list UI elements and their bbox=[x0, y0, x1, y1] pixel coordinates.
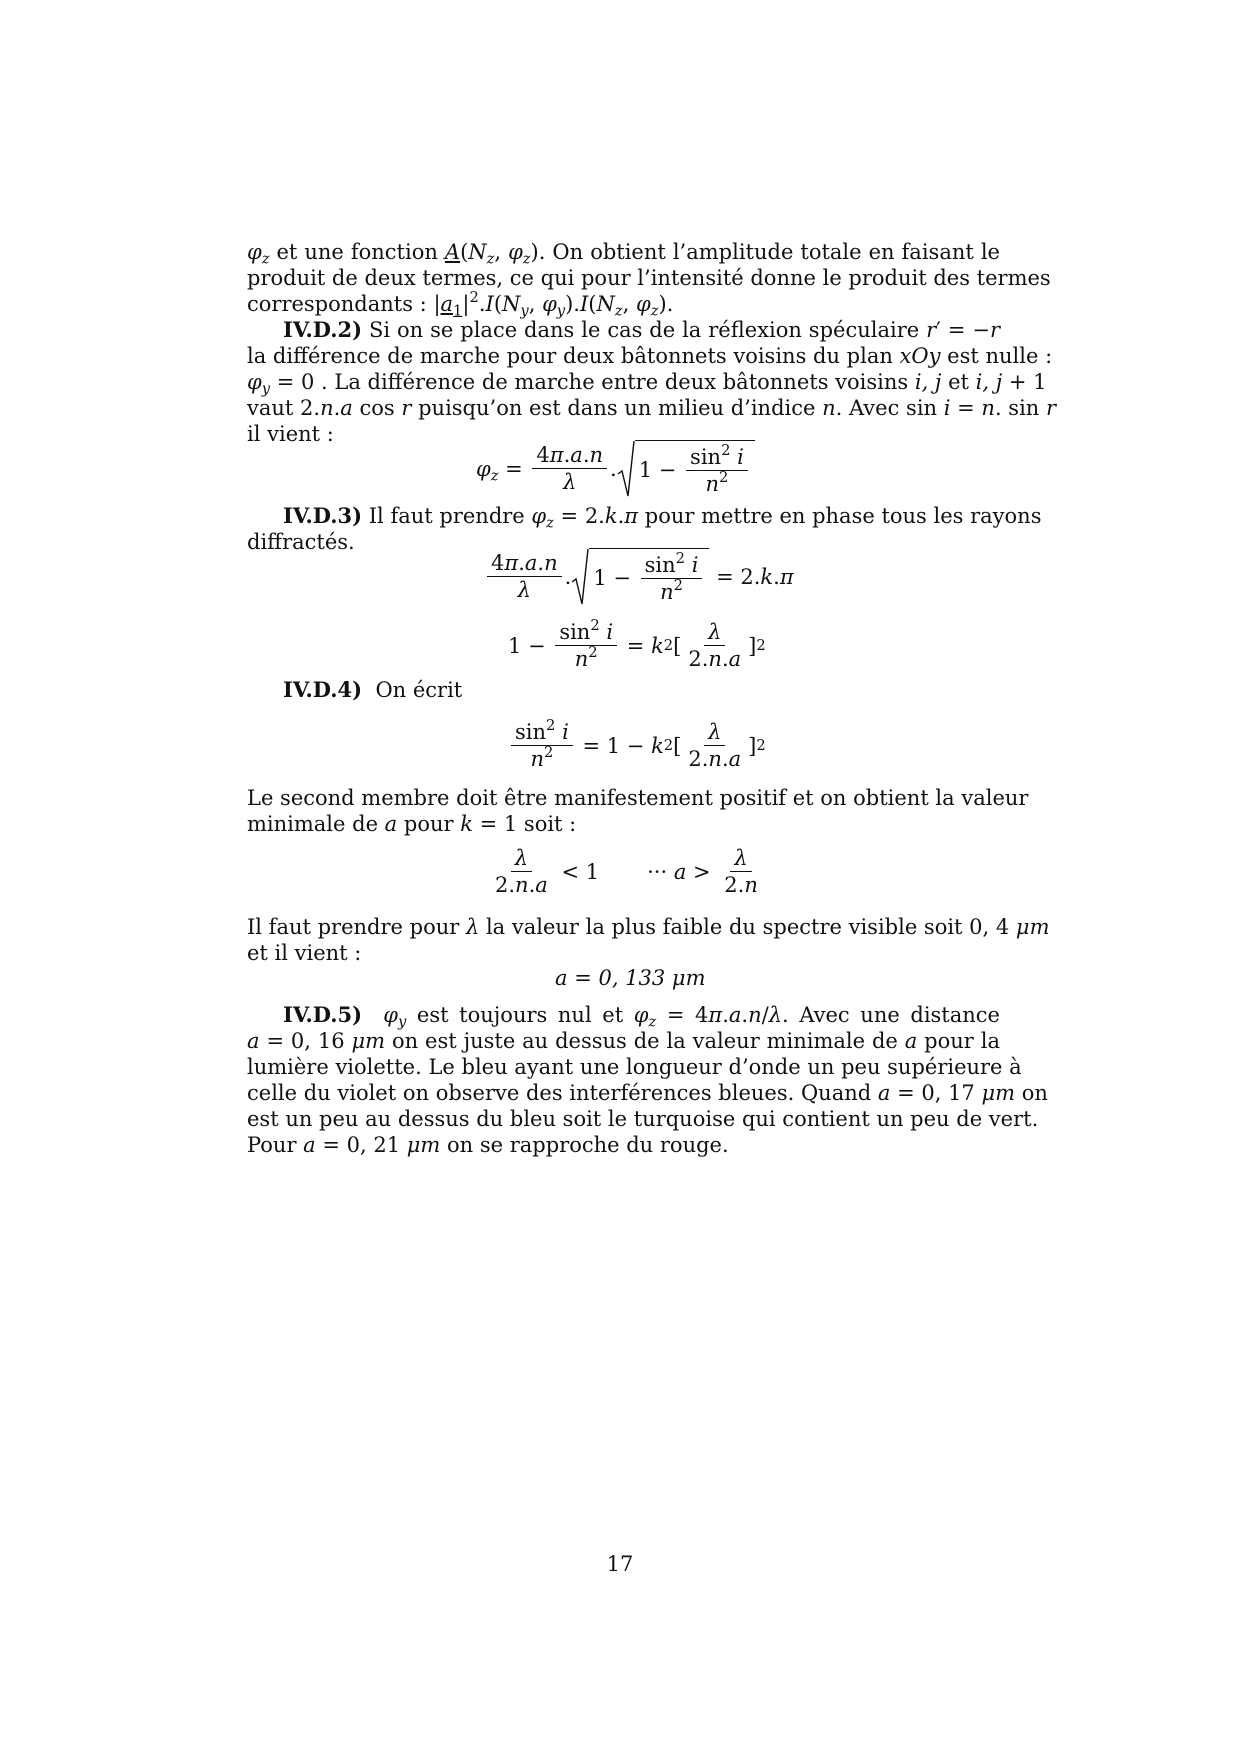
equation-phase-condition: $\frac{4\pi.a.n}{\lambda}$ . 1 − $\frac{\sin^2 i}{n^2}$ = 2. k . π bbox=[484, 548, 794, 606]
section-heading-d5: IV.D.5) bbox=[283, 1002, 363, 1027]
d5-line1: IV.D.5) $\varphi_y$ est toujours nul et $\varphi_z = 4\pi.a.n/\lambda$. Avec une distance bbox=[283, 1002, 1000, 1031]
d3-line1: IV.D.3) Il faut prendre $\varphi_z = 2.k.\pi$ pour mettre en phase tous les rayons bbox=[283, 503, 1042, 532]
d2-line1: IV.D.2) Si on se place dans le cas de la réflexion spéculaire r′ = −r bbox=[283, 317, 1000, 342]
text: pour la bbox=[917, 1029, 1000, 1053]
section-heading-d3: IV.D.3) bbox=[283, 503, 363, 528]
d5-line4: celle du violet on observe des interférences bleues. Quand a = 0, 17 μm on bbox=[247, 1081, 1048, 1105]
text: puisqu’on est dans un milieu d’indice bbox=[411, 396, 823, 420]
result-a: a = 0, 133 μm bbox=[555, 966, 706, 990]
text: . On obtient l’amplitude totale en faisant le bbox=[538, 240, 1000, 264]
section-heading-d4: IV.D.4) bbox=[283, 677, 363, 702]
d4-para3-line2: et il vient : bbox=[247, 941, 362, 965]
text: . Avec une distance bbox=[782, 1003, 1000, 1027]
text: pour mettre en phase tous les rayons bbox=[638, 504, 1042, 528]
text: et une fonction bbox=[276, 240, 445, 264]
para1-line3: correspondants : $|a_1|^2.I(N_y$, $\varphi_y).I(N_z$, $\varphi_z$). bbox=[247, 289, 674, 320]
text: vaut bbox=[247, 396, 301, 420]
text: on se rapproche du rouge. bbox=[440, 1133, 729, 1157]
d2-line5: il vient : bbox=[247, 422, 334, 446]
d5-line5: est un peu au dessus du bleu soit le turquoise qui contient un peu de vert. bbox=[247, 1107, 1039, 1131]
page-number: 17 bbox=[606, 1552, 634, 1576]
text: on est juste au dessus de la valeur minimale de bbox=[385, 1029, 905, 1053]
text: Si on se place dans le cas de la réflexion spéculaire bbox=[369, 318, 920, 342]
d5-line3: lumière violette. Le bleu ayant une longueur d’onde un peu supérieure à bbox=[247, 1055, 1022, 1079]
d4-line1 bbox=[283, 676, 1000, 704]
d4-para2-line1: Le second membre doit être manifestement positif et on obtient la valeur bbox=[247, 786, 1029, 810]
text: . Avec bbox=[835, 396, 907, 420]
d2-line3: $\varphi_y = 0$ . La différence de marche entre deux bâtonnets voisins i, j et i, j + 1 bbox=[247, 370, 1047, 398]
text: Il faut prendre pour bbox=[247, 915, 466, 939]
d5-line6: Pour a = 0, 21 μm on se rapproche du rouge. bbox=[247, 1133, 729, 1157]
text: celle du violet on observe des interférences bleues. Quand bbox=[247, 1081, 872, 1105]
equation-sin-relation: 1 − $\frac{\sin^2 i}{n^2}$ = k 2 [ $\frac{\lambda}{2.n.a}$ ] 2 bbox=[508, 617, 766, 671]
text: pour bbox=[397, 812, 461, 836]
text: = 0, 16 bbox=[266, 1029, 352, 1053]
d2-line4: vaut 2.n.a cos r puisqu’on est dans un milieu d’indice n. Avec sin i = n. sin r bbox=[247, 396, 1057, 420]
text: Il faut prendre bbox=[368, 504, 532, 528]
d4-para3-line1: Il faut prendre pour λ la valeur la plus faible du spectre visible soit 0, 4 μm bbox=[247, 915, 1050, 939]
text: minimale de bbox=[247, 812, 385, 836]
text: est toujours nul et bbox=[406, 1003, 634, 1027]
equation-sin-squared: $\frac{\sin^2 i}{n^2}$ = 1 − k 2 [ $\frac{\lambda}{2.n.a}$ ] 2 bbox=[508, 722, 766, 770]
para1-line2: produit de deux termes, ce qui pour l’intensité donne le produit des termes bbox=[247, 266, 1051, 290]
text: soit : bbox=[517, 812, 577, 836]
text: correspondants : bbox=[247, 292, 434, 316]
d4-para2-line2: minimale de a pour k = 1 soit : bbox=[247, 812, 577, 836]
d3-line2: diffractés. bbox=[247, 530, 355, 554]
d2-line2: la différence de marche pour deux bâtonnets voisins du plan xOy est nulle : bbox=[247, 344, 1053, 368]
text: la différence de marche pour deux bâtonnets voisins du plan bbox=[247, 344, 900, 368]
equation-phi-z: $\varphi_z$ = $\frac{4\pi.a.n}{\lambda}$ . 1 − $\frac{\sin^2 i}{n^2}$ bbox=[476, 440, 755, 498]
text: On écrit bbox=[375, 678, 463, 702]
text: . La différence de marche entre deux bâtonnets voisins bbox=[321, 370, 909, 394]
para1-line1: $\varphi_z$ et une fonction $A(N_z$, $\varphi_z$). On obtient l’amplitude totale en faisant le bbox=[247, 240, 1000, 268]
section-heading-d2: IV.D.2) bbox=[283, 317, 363, 342]
text: Pour bbox=[247, 1133, 304, 1157]
equation-inequality: $\frac{\lambda}{2.n.a}$ < 1 ··· a > $\frac{\lambda}{2.n}$ bbox=[495, 846, 758, 897]
text: la valeur la plus faible du spectre visible soit 0, 4 bbox=[479, 915, 1016, 939]
text: est nulle : bbox=[940, 344, 1053, 368]
d5-line2: a = 0, 16 μm on est juste au dessus de la valeur minimale de a pour la bbox=[247, 1029, 1000, 1053]
